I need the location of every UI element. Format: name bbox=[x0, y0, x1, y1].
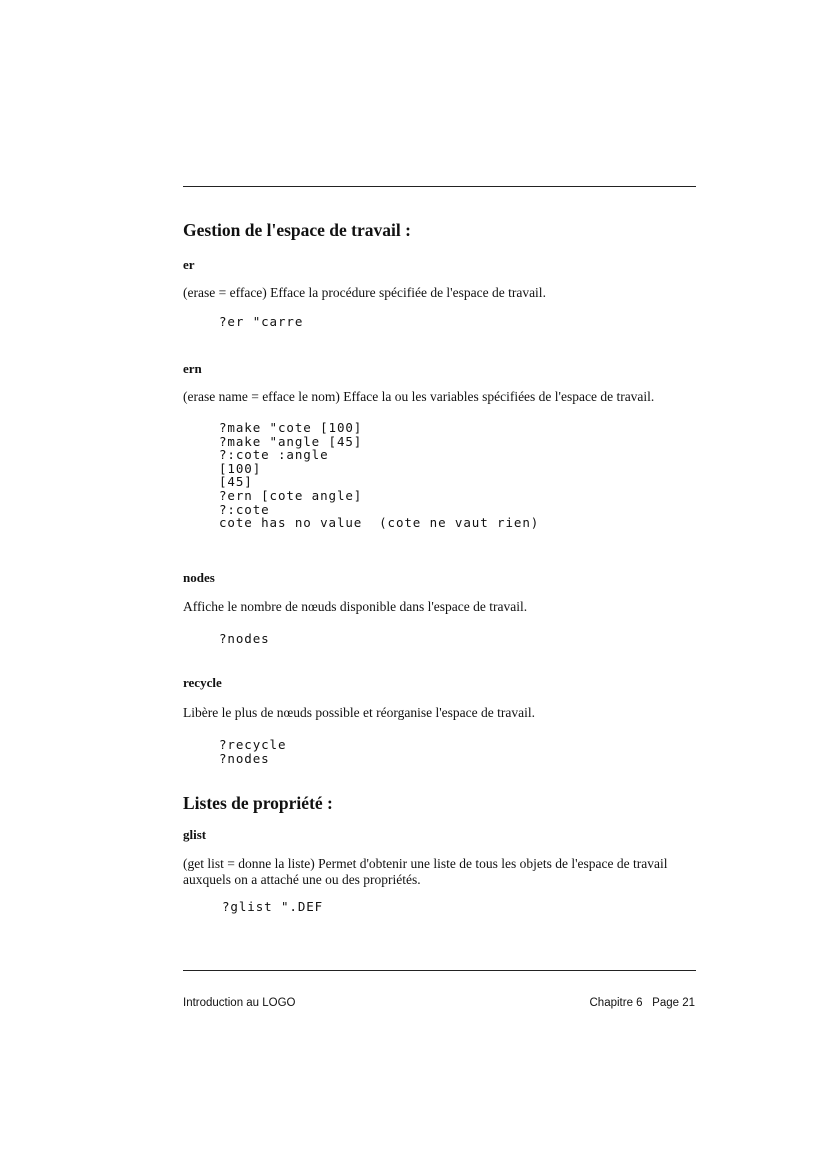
command-glist-name: glist bbox=[183, 827, 207, 842]
command-er-code: ?er "carre bbox=[219, 314, 304, 329]
command-recycle-code: ?recycle ?nodes bbox=[219, 737, 287, 766]
command-er-description: (erase = efface) Efface la procédure spécifiée de l'espace de travail. bbox=[183, 285, 546, 300]
footer-right: Chapitre 6 Page 21 bbox=[589, 997, 695, 1009]
command-nodes-name: nodes bbox=[183, 570, 215, 585]
top-rule bbox=[183, 186, 696, 187]
command-recycle-description: Libère le plus de nœuds possible et réorganise l'espace de travail. bbox=[183, 705, 535, 720]
command-glist-description: (get list = donne la liste) Permet d'obtenir une liste de tous les objets de l'espace de travail auxquels on a attaché une ou des propriétés. bbox=[183, 856, 668, 887]
command-glist-code: ?glist ".DEF bbox=[222, 899, 324, 914]
command-ern-name: ern bbox=[183, 361, 202, 376]
footer-left: Introduction au LOGO bbox=[183, 997, 296, 1009]
command-recycle-name: recycle bbox=[183, 675, 222, 690]
section-title-workspace: Gestion de l'espace de travail : bbox=[183, 220, 411, 240]
command-er-name: er bbox=[183, 257, 195, 272]
command-nodes-code: ?nodes bbox=[219, 631, 270, 646]
bottom-rule bbox=[183, 970, 696, 971]
section-title-property-lists: Listes de propriété : bbox=[183, 793, 333, 813]
command-ern-description: (erase name = efface le nom) Efface la ou les variables spécifiées de l'espace de travail. bbox=[183, 389, 655, 404]
command-nodes-description: Affiche le nombre de nœuds disponible dans l'espace de travail. bbox=[183, 599, 528, 614]
command-ern-code: ?make "cote [100] ?make "angle [45] ?:cote :angle [100] [45] ?ern [cote angle] ?:cote cote has no value (cote ne vaut rien) bbox=[219, 420, 540, 531]
